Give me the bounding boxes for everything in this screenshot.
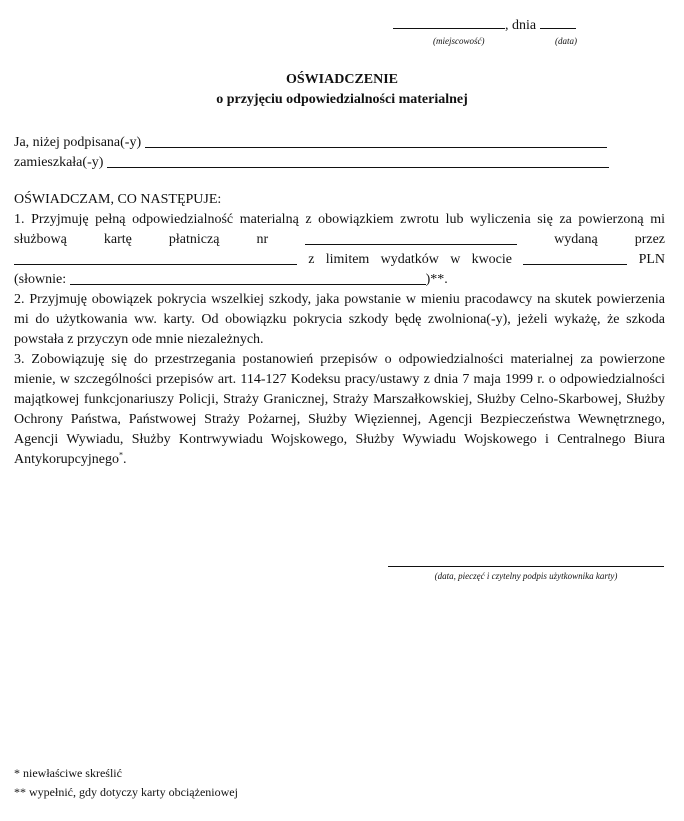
date-blank[interactable] [540,15,576,29]
word: płatniczą [168,232,220,247]
currency-label: PLN [638,252,666,267]
name-field [14,133,607,151]
limit-label: z limitem wydatków w kwocie [308,252,512,267]
title-main: OŚWIADCZENIE [285,72,399,87]
paragraph-3 [14,350,665,470]
signature-line[interactable] [388,566,664,567]
word: wydaną [554,232,598,247]
date-hint: (data) [555,36,577,46]
footnote-marker: * [118,450,123,460]
name-blank[interactable] [145,133,607,148]
limit-amount-blank[interactable] [523,250,627,265]
address-blank[interactable] [107,153,609,168]
footnote-2: ** wypełnić, gdy dotyczy karty obciążeniowej [14,785,238,799]
place-date-line [393,15,577,46]
word: służbową [14,232,67,247]
paragraph-1-line-1: 1. Przyjmuję pełną odpowiedzialność materialną z obowiązkiem zwrotu lub wyliczenia się za powierzoną mi [14,212,665,227]
word: kartę [103,232,132,247]
paragraph-1-line-4 [14,270,665,290]
paragraph-1-line-2 [14,230,665,250]
paragraph-1-line-3 [14,250,665,270]
card-number-blank[interactable] [305,230,517,245]
footnote-1: * niewłaściwe skreślić [14,766,122,780]
name-label: Ja, niżej podpisana(-y) [14,135,142,150]
amount-in-words-blank[interactable] [70,270,426,285]
declaration-body [14,190,665,470]
paragraph-2: 2. Przyjmuję obowiązek pokrycia wszelkiej szkody, jaka powstanie w mieniu pracodawcy na skutek powierzenia mi do użytkowania ww. karty. Od obowiązku pokrycia szkody będę zwolniona(-y), jeżeli wykażę, że szkoda powstała z przyczyn ode mnie niezależnych. [14,292,665,347]
signature-caption: (data, pieczęć i czytelny podpis użytkownika karty) [434,571,618,581]
document-title [0,70,684,110]
title-subtitle: o przyjęciu odpowiedzialności materialnej [216,92,468,107]
address-label: zamieszkała(-y) [14,155,104,170]
place-blank[interactable] [393,15,505,29]
words-close: )**. [425,272,448,287]
declaration-heading: OŚWIADCZAM, CO NASTĘPUJE: [14,192,222,207]
word: przez [634,232,666,247]
paragraph-3-text: 3. Zobowiązuję się do przestrzegania postanowień przepisów o odpowiedzialności materialnej za powierzone mienie, w szczególności przepisów art. 114-127 Kodeksu pracy/ustawy z dnia 7 maja 1999 r. o odpowiedzialności majątkowej funkcjonariuszy Policji, Straży Granicznej, Straży Marszałkowskiej, Służby Celno-Skarbowej, Służby Ochrony Państwa, Państwowej Straży Pożarnej, Służby Więziennej, Agencji Bezpieczeństwa Wewnętrznego, Agencji Wywiadu, Służby Kontrwywiadu Wojskowego, Służby Wywiadu Wojskowego i Centralnego Biura Antykorupcyjnego [14,352,665,467]
place-hint: (miejscowość) [433,36,485,46]
word: nr [256,232,269,247]
paragraph-3-end: . [122,452,127,467]
date-separator: , dnia [505,18,537,33]
address-field [14,153,609,171]
words-open: (słownie: [14,272,67,287]
issuer-blank[interactable] [14,250,297,265]
